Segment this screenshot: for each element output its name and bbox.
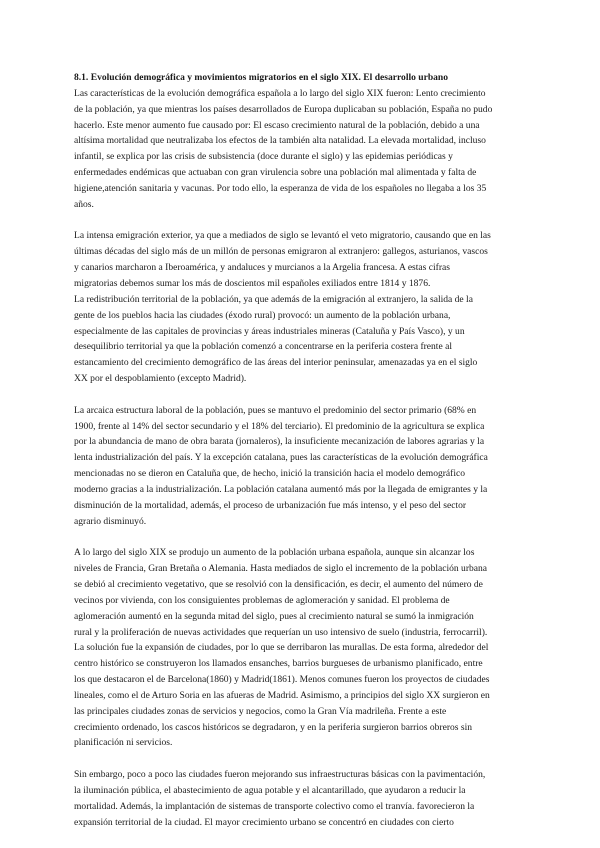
text-line: La redistribución territorial de la población, ya que además de la emigración al extranjero, la salida de la [74, 293, 473, 305]
text-line: lineales, como el de Arturo Soria en las afueras de Madrid. Asimismo, a principios del siglo XX surgieron en [74, 689, 490, 701]
text-line: de la población, ya que mientras los países desarrollados de Europa duplicaban su población, España no pudo [74, 103, 493, 115]
text-line: expansión territorial de la ciudad. El mayor crecimiento urbano se concentró en ciudades con cierto [74, 816, 454, 828]
text-line: La solución fue la expansión de ciudades, por lo que se derribaron las murallas. De esta forma, alrededor del [74, 642, 489, 654]
text-line: vecinos por vivienda, con los consiguientes problemas de aglomeración y sanidad. El problema de [74, 594, 450, 606]
text-line: A lo largo del siglo XIX se produjo un aumento de la población urbana española, aunque sin alcanzar los [74, 547, 475, 559]
text-line: XX por el despoblamiento (excepto Madrid). [74, 373, 247, 385]
section-heading: 8.1. Evolución demográfica y movimientos migratorios en el siglo XIX. El desarrollo urbano [74, 72, 448, 83]
text-line: disminución de la mortalidad, además, el proceso de urbanización fue más intenso, y el peso del sector [74, 499, 467, 511]
paragraph-gap [74, 213, 536, 229]
text-line: desequilibrio territorial ya que la población comenzó a concentrarse en la periferia costera frente al [74, 341, 452, 353]
text-line: niveles de Francia, Gran Bretaña o Alemania. Hasta mediados de siglo el incremento de la población urbana [74, 563, 488, 575]
text-line: lenta industrialización del país. Y la excepción catalana, pues las características de la evolución demográfica [74, 452, 488, 464]
text-line: migratorias debemos sumar los más de doscientos mil españoles exiliados entre 1814 y 1876. [74, 277, 431, 289]
text-line: hacerlo. Este menor aumento fue causado por: El escaso crecimiento natural de la población, debido a una [74, 119, 480, 131]
text-line: rural y la proliferación de nuevas actividades que requerían un uso intensivo de suelo (industria, ferrocarril). [74, 626, 488, 638]
text-line: enfermedades endémicas que actuaban con gran virulencia sobre una población mal alimentada y falta de [74, 167, 477, 179]
text-line: La intensa emigración exterior, ya que a mediados de siglo se levantó el veto migratorio, causando que en las [74, 230, 491, 242]
text-line: crecimiento ordenado, los cascos históricos se degradaron, y en la periferia surgieron barrios obreros sin [74, 721, 473, 733]
text-line: infantil, se explica por las crisis de subsistencia (doce durante el siglo) y las epidemias periódicas y [74, 151, 453, 163]
paragraph-gap [74, 529, 536, 545]
paragraph-infrastructure [74, 767, 536, 830]
text-line: Sin embargo, poco a poco las ciudades fueron mejorando sus infraestructuras básicas con la pavimentación, [74, 769, 486, 781]
text-line: especialmente de las capitales de provincias y áreas industriales mineras (Cataluña y País Vasco), y un [74, 325, 465, 337]
text-line: por la abundancia de mano de obra barata (jornaleros), la insuficiente mecanización de labores agrarias y la [74, 436, 485, 448]
paragraph-gap [74, 751, 536, 767]
paragraph-urban-growth [74, 545, 536, 751]
text-line: la iluminación pública, el abastecimiento de agua potable y el alcantarillado, que ayudaron a reducir la [74, 784, 466, 796]
text-line: 1900, frente al 14% del sector secundario y el 18% del terciario). El predominio de la agricultura se explica [74, 420, 485, 432]
text-line: La arcaica estructura laboral de la población, pues se mantuvo el predominio del sector primario (68% en [74, 404, 477, 416]
text-line: higiene,atención sanitaria y vacunas. Por todo ello, la esperanza de vida de los españoles no llegaba a los 35 [74, 182, 487, 194]
paragraph-labour-structure [74, 403, 536, 530]
text-line: aglomeración aumentó en la segunda mitad del siglo, pues al crecimiento natural se sumó la inmigración [74, 610, 474, 622]
paragraph-demographic-characteristics [74, 86, 536, 213]
text-line: los que destacaron el de Barcelona(1860) y Madrid(1861). Menos comunes fueron los proyectos de ciudades [74, 674, 490, 686]
text-line: centro histórico se construyeron los llamados ensanches, barrios burgueses de urbanismo planificado, entre [74, 658, 483, 670]
text-line: mencionadas no se dieron en Cataluña que, de hecho, inició la transición hacia el modelo demográfico [74, 468, 466, 480]
text-line: las principales ciudades zonas de servicios y negocios, como la Gran Vía madrileña. Frente a este [74, 705, 447, 717]
text-line: mortalidad. Además, la implantación de sistemas de transporte colectivo como el tranvía. favorecieron la [74, 800, 475, 812]
text-line: años. [74, 198, 94, 210]
text-line: planificación ni servicios. [74, 737, 173, 749]
document-page [74, 70, 536, 831]
text-line: Las características de la evolución demográfica española a lo largo del siglo XIX fueron: Lento crecimiento [74, 87, 486, 99]
text-line: altísima mortalidad que neutralizaba los efectos de la también alta natalidad. La elevada mortalidad, incluso [74, 135, 486, 147]
text-line: gente de los pueblos hacia las ciudades (éxodo rural) provocó: un aumento de la población urbana, [74, 309, 451, 321]
text-line: estancamiento del crecimiento demográfico de las áreas del interior peninsular, amenazadas ya en el siglo [74, 357, 478, 369]
text-line: moderno gracias a la industrialización. La población catalana aumentó más por la llegada de emigrantes y la [74, 483, 488, 495]
text-line: y canarios marcharon a Iberoamérica, y andaluces y murcianos a la Argelia francesa. A estas cifras [74, 262, 450, 274]
text-line: se debió al crecimiento vegetativo, que se resolvió con la densificación, es decir, el aumento del número de [74, 579, 483, 590]
text-line: últimas décadas del siglo más de un millón de personas emigraron al extranjero: gallegos, asturianos, vascos [74, 246, 488, 258]
paragraph-emigration [74, 228, 536, 386]
paragraph-gap [74, 387, 536, 403]
text-line: agrario disminuyó. [74, 515, 147, 527]
